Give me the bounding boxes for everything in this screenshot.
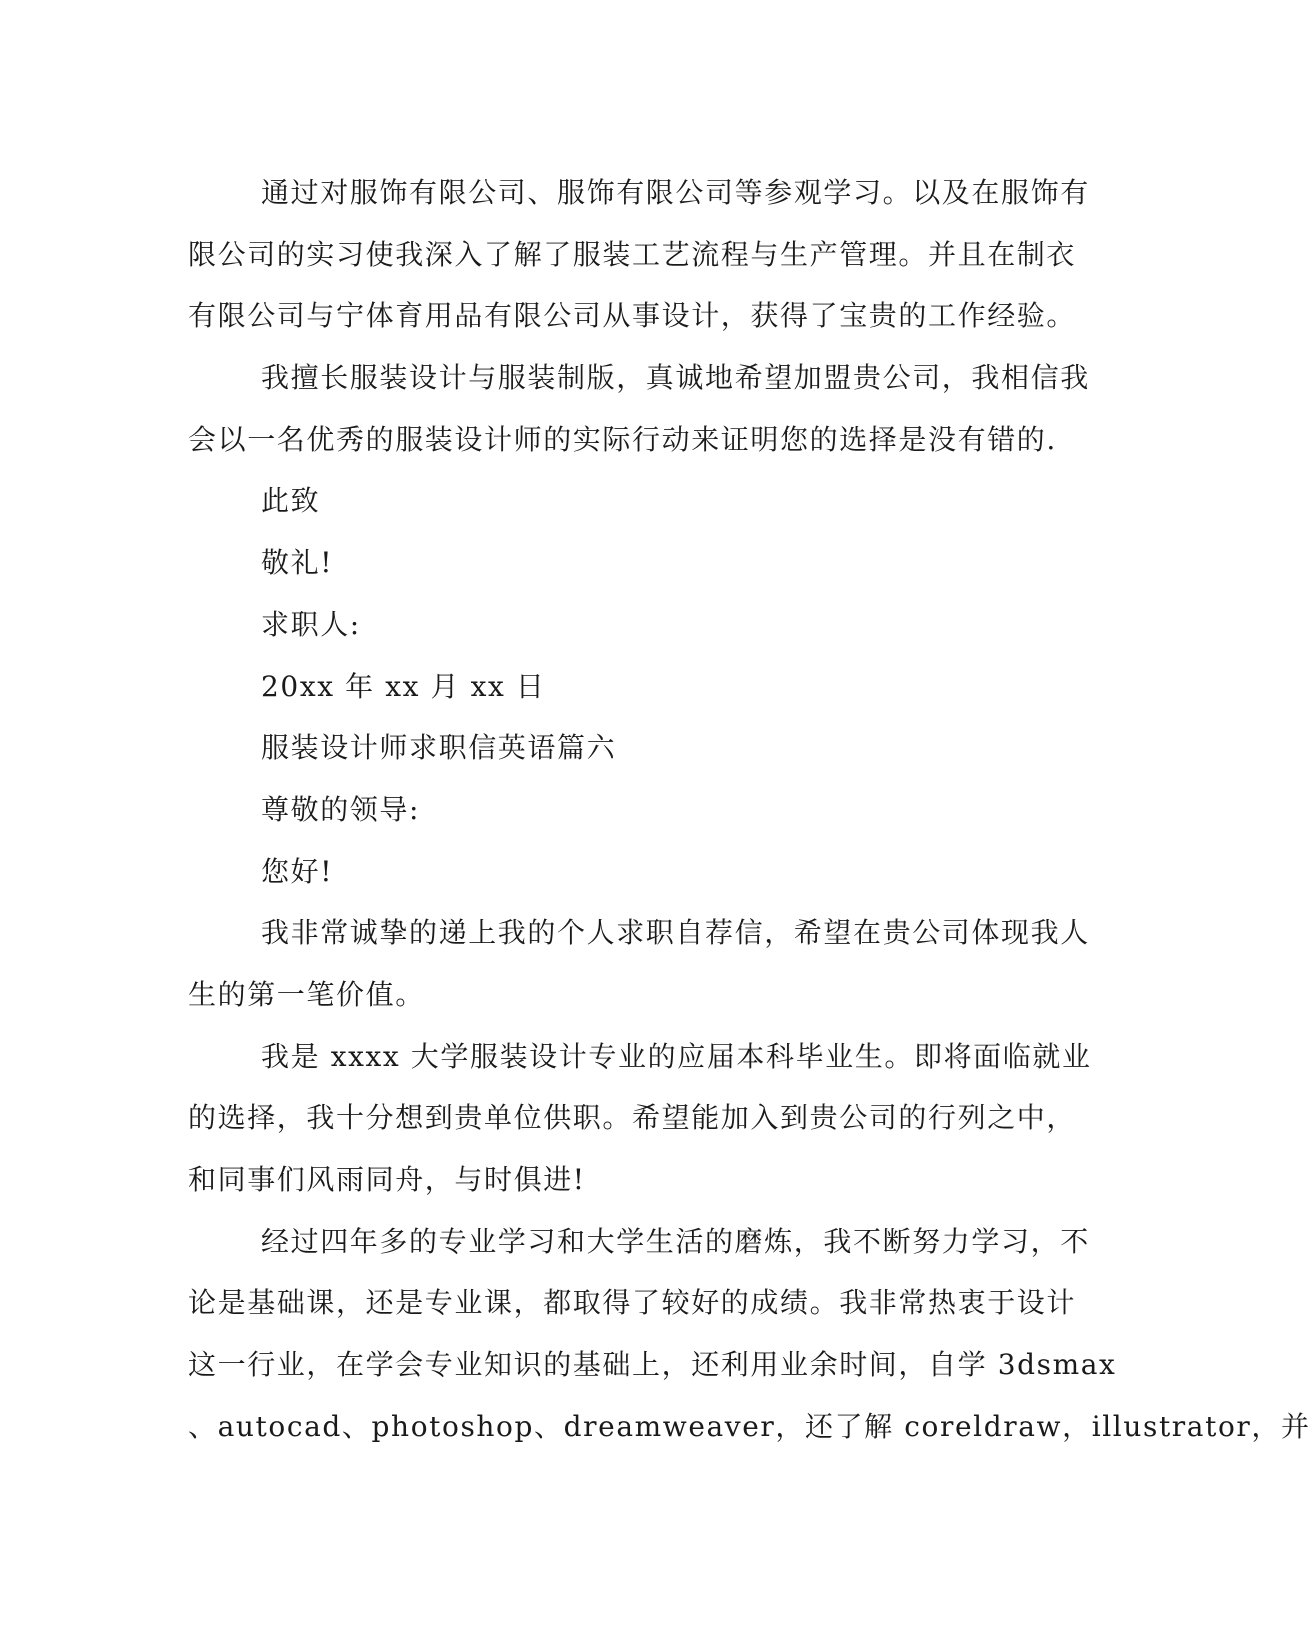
paragraph-line: 和同事们风雨同舟，与时俱进! xyxy=(188,1163,586,1196)
letter-date: 20xx 年 xx 月 xx 日 xyxy=(261,669,546,703)
paragraph-line: 的选择，我十分想到贵单位供职。希望能加入到贵公司的行列之中， xyxy=(188,1101,1077,1135)
applicant-label: 求职人: xyxy=(261,607,361,641)
closing-regards: 敬礼! xyxy=(261,546,334,580)
section-heading: 服装设计师求职信英语篇六 xyxy=(261,731,617,765)
paragraph-line: 、autocad、photoshop、dreamweaver，还了解 coreldraw，illustrator，并 xyxy=(188,1409,1311,1443)
paragraph-line: 论是基础课，还是专业课，都取得了较好的成绩。我非常热衷于设计 xyxy=(188,1286,1077,1320)
paragraph-line: 限公司的实习使我深入了解了服装工艺流程与生产管理。并且在制衣 xyxy=(188,237,1077,271)
paragraph-line: 我是 xxxx 大学服装设计专业的应届本科毕业生。即将面临就业 xyxy=(261,1039,1092,1073)
paragraph-line: 我擅长服装设计与服装制版，真诚地希望加盟贵公司，我相信我 xyxy=(261,361,1090,395)
paragraph-line: 会以一名优秀的服装设计师的实际行动来证明您的选择是没有错的. xyxy=(188,422,1057,456)
paragraph-line: 经过四年多的专业学习和大学生活的磨炼，我不断努力学习，不 xyxy=(261,1224,1090,1258)
letter-greeting: 您好! xyxy=(261,854,334,888)
paragraph-line: 这一行业，在学会专业知识的基础上，还利用业余时间，自学 3dsmax xyxy=(188,1348,1117,1382)
paragraph-line: 有限公司与宁体育用品有限公司从事设计，获得了宝贵的工作经验。 xyxy=(188,299,1077,333)
paragraph-line: 生的第一笔价值。 xyxy=(188,977,425,1011)
letter-salutation: 尊敬的领导: xyxy=(261,792,421,826)
paragraph-line: 我非常诚挚的递上我的个人求职自荐信，希望在贵公司体现我人 xyxy=(261,916,1090,950)
closing-salutation: 此致 xyxy=(261,484,321,518)
document-body xyxy=(188,162,1311,1457)
paragraph-line: 通过对服饰有限公司、服饰有限公司等参观学习。以及在服饰有 xyxy=(261,176,1090,209)
